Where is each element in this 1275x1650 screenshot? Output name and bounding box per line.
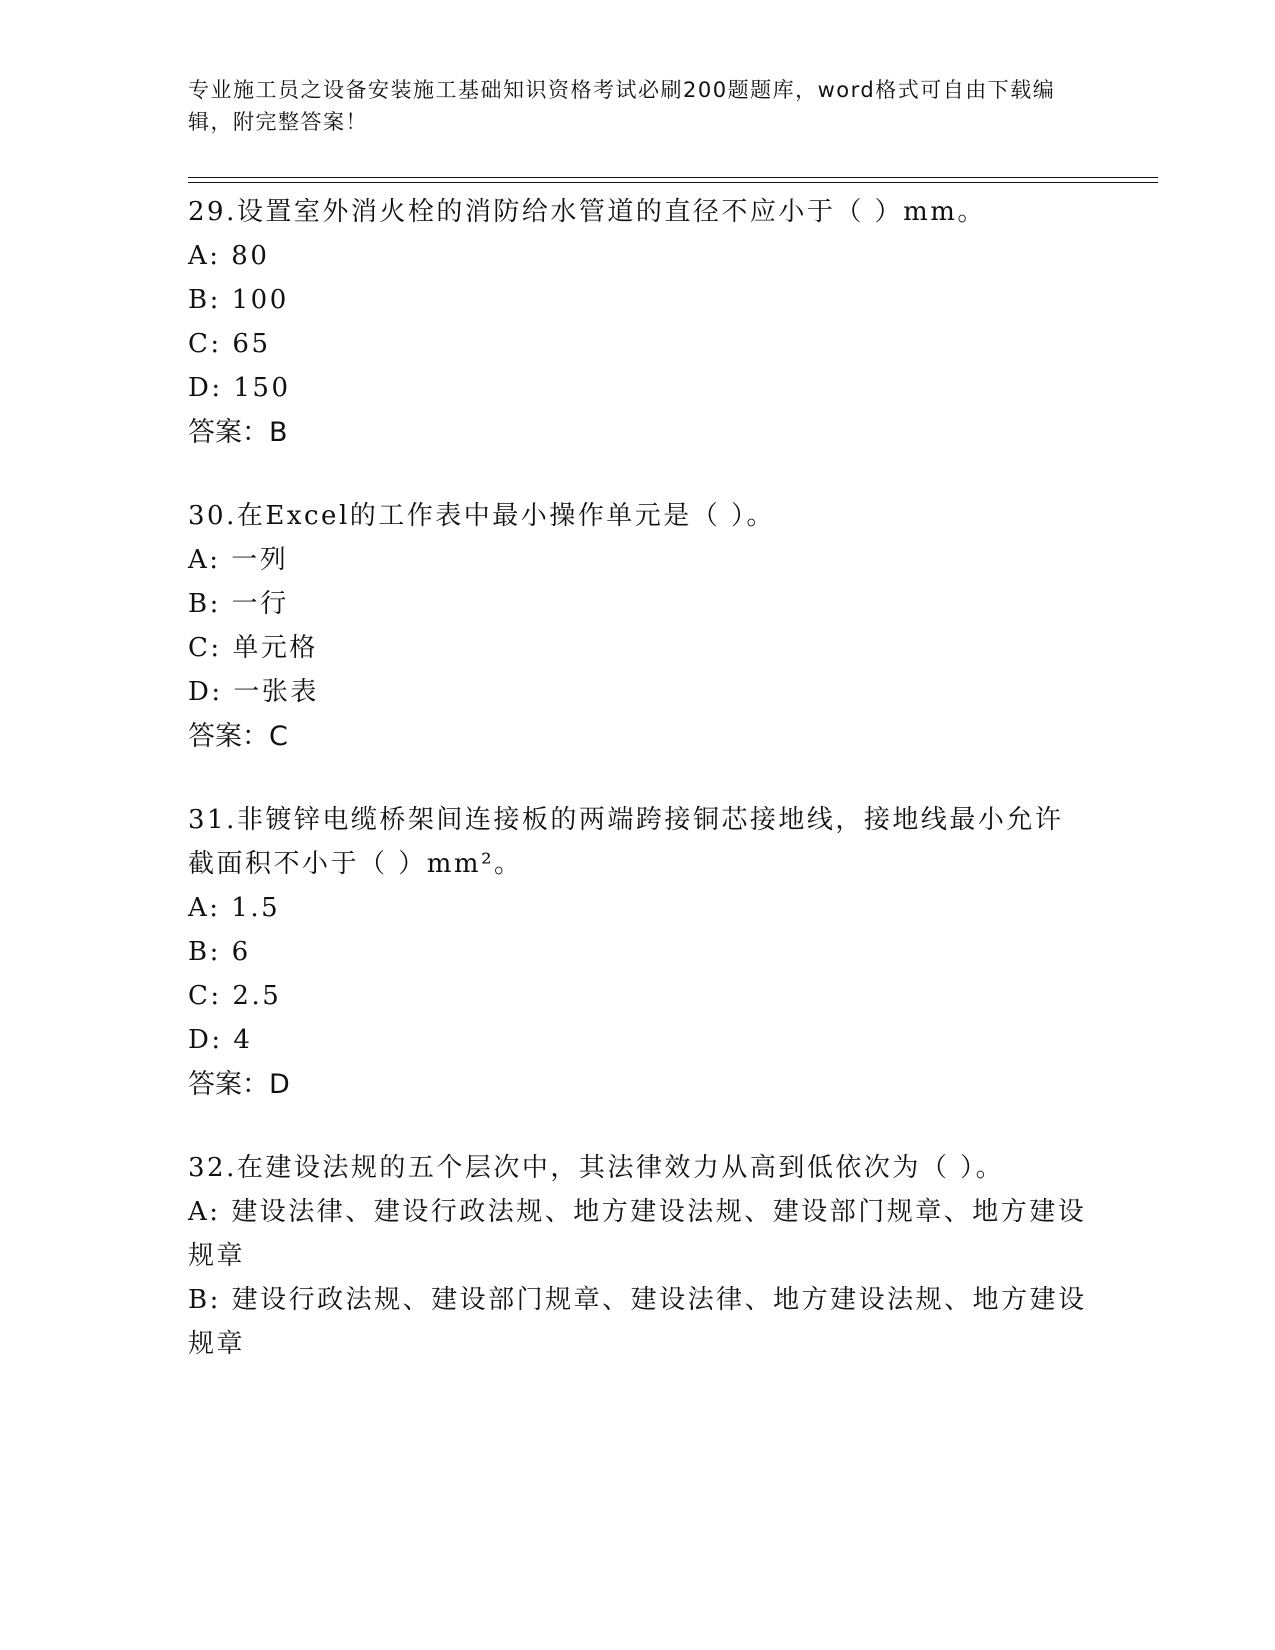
- header-divider-top: [188, 177, 1158, 178]
- option-d: D: 150: [188, 373, 291, 403]
- answer-label: 答案：D: [188, 1069, 290, 1100]
- option-d: D: 一张表: [188, 677, 319, 707]
- option-b: B: 建设行政法规、建设部门规章、建设法律、地方建设法规、地方建设规章: [188, 1285, 1087, 1359]
- option-a: A: 一列: [188, 545, 289, 575]
- option-b: B: 一行: [188, 589, 289, 619]
- question-stem: 30.在Excel的工作表中最小操作单元是（ ）。: [188, 501, 776, 531]
- question-30: [188, 494, 1088, 760]
- question-29: [188, 190, 1088, 456]
- option-c: C: 单元格: [188, 633, 318, 663]
- question-list: [188, 190, 1088, 1404]
- option-c: C: 2.5: [188, 981, 282, 1011]
- document-header: 专业施工员之设备安装施工基础知识资格考试必刷200题题库，word格式可自由下载编辑，附完整答案！: [188, 78, 1056, 134]
- option-b: B: 100: [188, 285, 289, 315]
- question-32: [188, 1146, 1088, 1366]
- header-divider-bottom: [188, 182, 1158, 183]
- question-stem: 29.设置室外消火栓的消防给水管道的直径不应小于（ ）mm。: [188, 197, 986, 227]
- answer-label: 答案：C: [188, 721, 288, 752]
- option-d: D: 4: [188, 1025, 253, 1055]
- option-c: C: 65: [188, 329, 271, 359]
- question-stem: 31.非镀锌电缆桥架间连接板的两端跨接铜芯接地线，接地线最小允许截面积不小于（ ）mm²。: [188, 805, 1064, 879]
- option-a: A: 建设法律、建设行政法规、地方建设法规、建设部门规章、地方建设规章: [188, 1197, 1087, 1271]
- question-31: [188, 798, 1088, 1108]
- option-b: B: 6: [188, 937, 251, 967]
- answer-label: 答案：B: [188, 417, 288, 448]
- question-stem: 32.在建设法规的五个层次中，其法律效力从高到低依次为（ ）。: [188, 1153, 1005, 1183]
- option-a: A: 1.5: [188, 893, 281, 923]
- option-a: A: 80: [188, 241, 270, 271]
